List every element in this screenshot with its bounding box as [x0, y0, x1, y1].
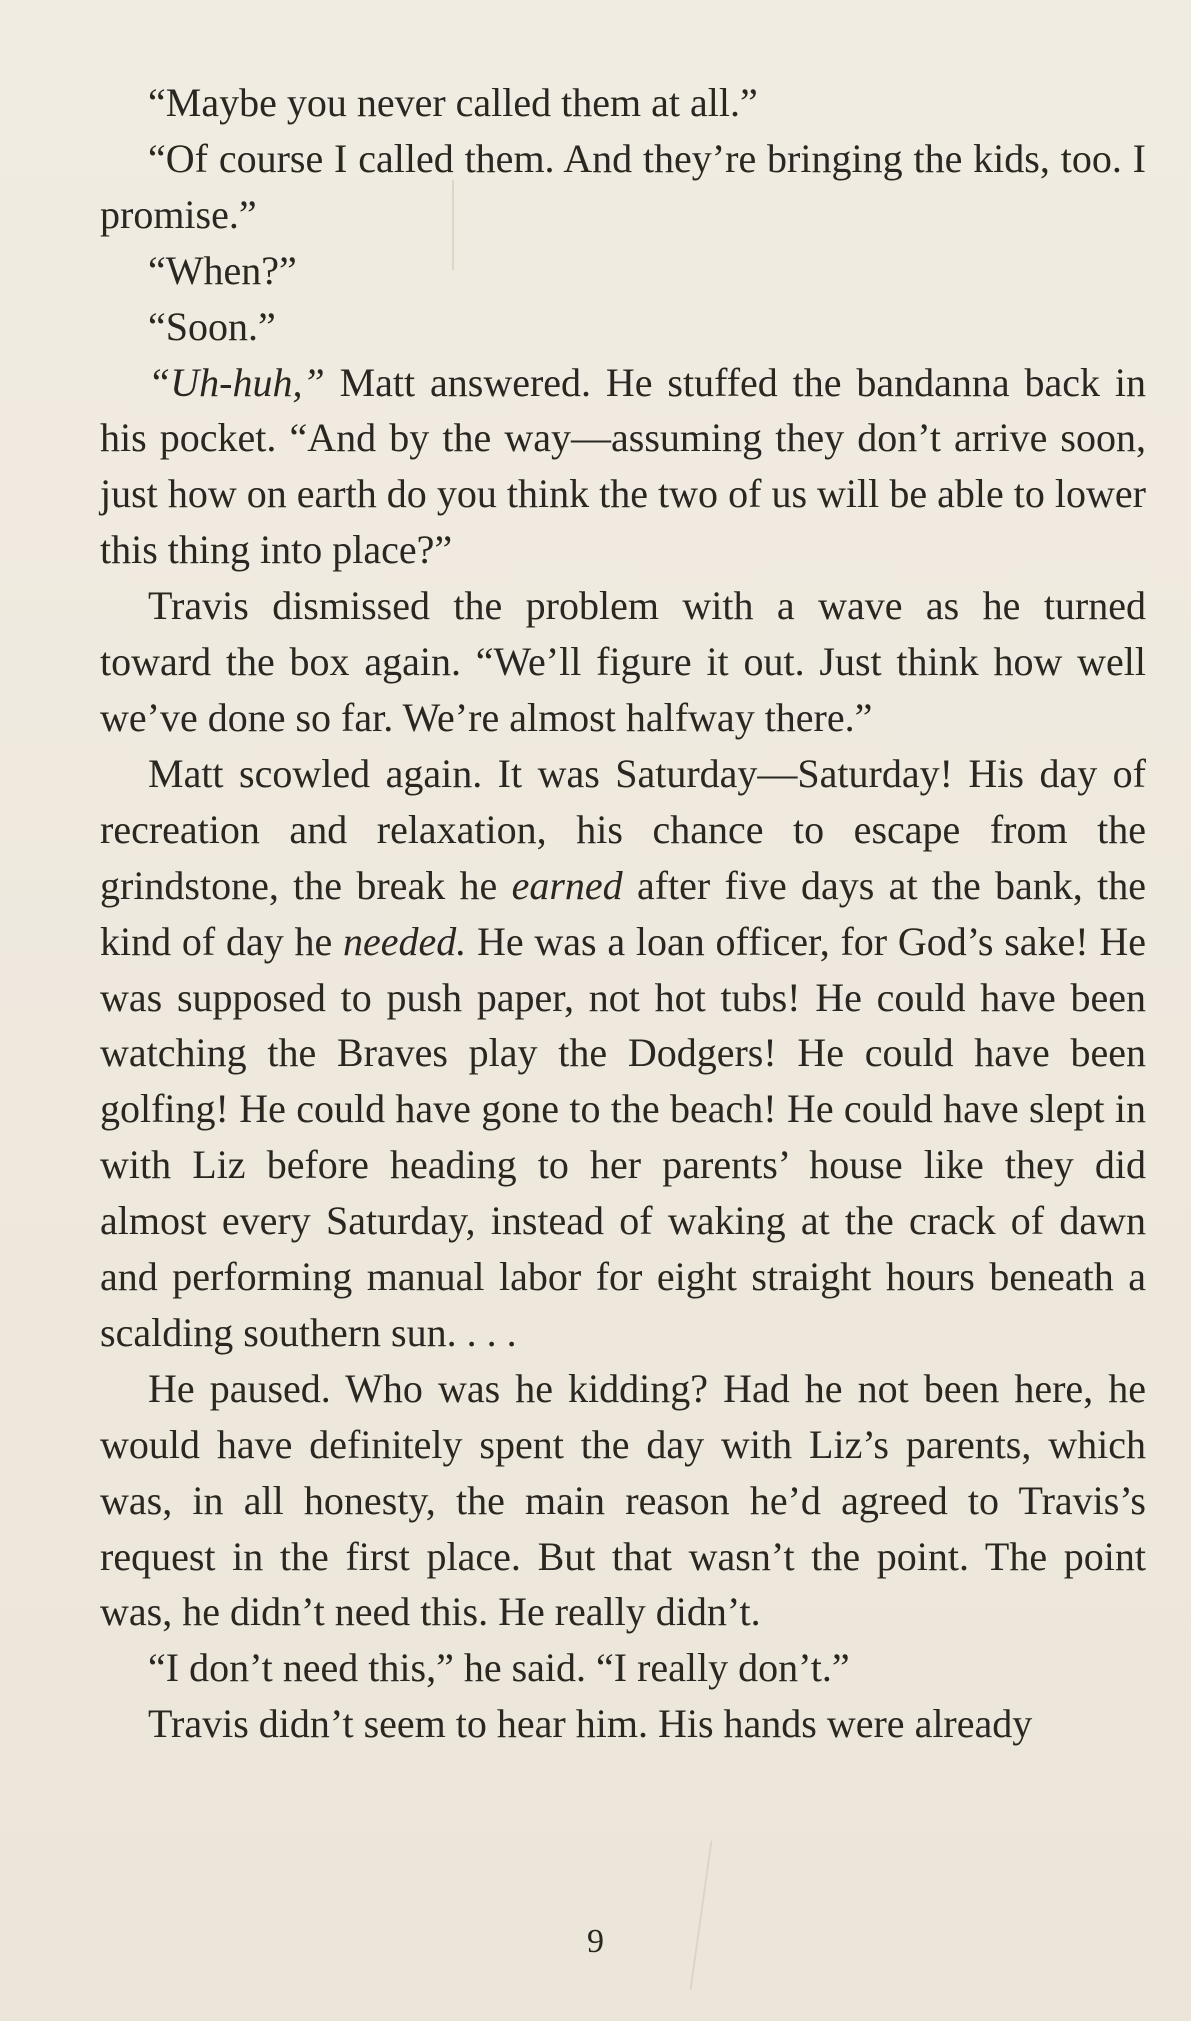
text-run: “Maybe you never called them at all.”: [148, 80, 758, 125]
text-run: He was a loan officer, for God’s sake! He was supposed to push paper, not hot tubs! He could have been watching the Braves play the Dodgers! He could have been golfing! He could have gone to the beach! He could have slept in with Liz before heading to her parents’ house like they did almost every Saturday, instead of waking at the crack of dawn and performing manual labor for eight straight hours beneath a scalding southern sun. . . .: [100, 918, 1146, 1355]
paragraph: [100, 131, 1146, 243]
text-run: “When?”: [148, 247, 297, 293]
paragraph: [100, 1361, 1146, 1641]
text-run: Travis dismissed the problem with a wave as he turned toward the box again. “We’ll figure it out. Just think how well we’ve done so far. We’re almost halfway there.”: [100, 583, 1146, 740]
paragraph: [100, 243, 1146, 299]
body-text: [100, 75, 1146, 1752]
italic-text: “Uh-huh,”: [148, 359, 325, 405]
page-crease-lower: [690, 1841, 713, 1990]
text-run: Matt scowled again. It was Saturday—Saturday! His day of recreation and relaxation, his chance to escape from the grindstone, the break he: [100, 750, 1146, 908]
text-run: Matt answered. He stuffed the bandanna back in his pocket. “And by the way—assuming they don’t arrive soon, just how on earth do you think the two of us will be able to lower this thing into place?”: [100, 359, 1146, 573]
text-run: Travis didn’t seem to hear him. His hands were already: [148, 1701, 1033, 1747]
paragraph: [100, 1640, 1146, 1696]
italic-text: earned: [511, 862, 623, 908]
paragraph: [100, 746, 1146, 1361]
paragraph: [100, 75, 1146, 131]
paragraph: [100, 355, 1146, 579]
text-run: He paused. Who was he kidding? Had he not been here, he would have definitely spent the day with Liz’s parents, which was, in all honesty, the main reason he’d agreed to Travis’s request in the first place. But that wasn’t the point. The point was, he didn’t need this. He really didn’t.: [100, 1365, 1146, 1635]
text-run: “Soon.”: [148, 303, 276, 349]
italic-text: needed.: [342, 918, 467, 964]
text-run: “Of course I called them. And they’re bringing the kids, too. I promise.”: [100, 135, 1146, 237]
text-run: after five days at the bank, the kind of day he: [100, 862, 1146, 964]
page-number: 9: [587, 1923, 604, 1960]
paragraph: [100, 299, 1146, 355]
paragraph: [100, 578, 1146, 746]
paragraph: [100, 1696, 1146, 1752]
text-run: “I don’t need this,” he said. “I really don’t.”: [148, 1645, 850, 1691]
